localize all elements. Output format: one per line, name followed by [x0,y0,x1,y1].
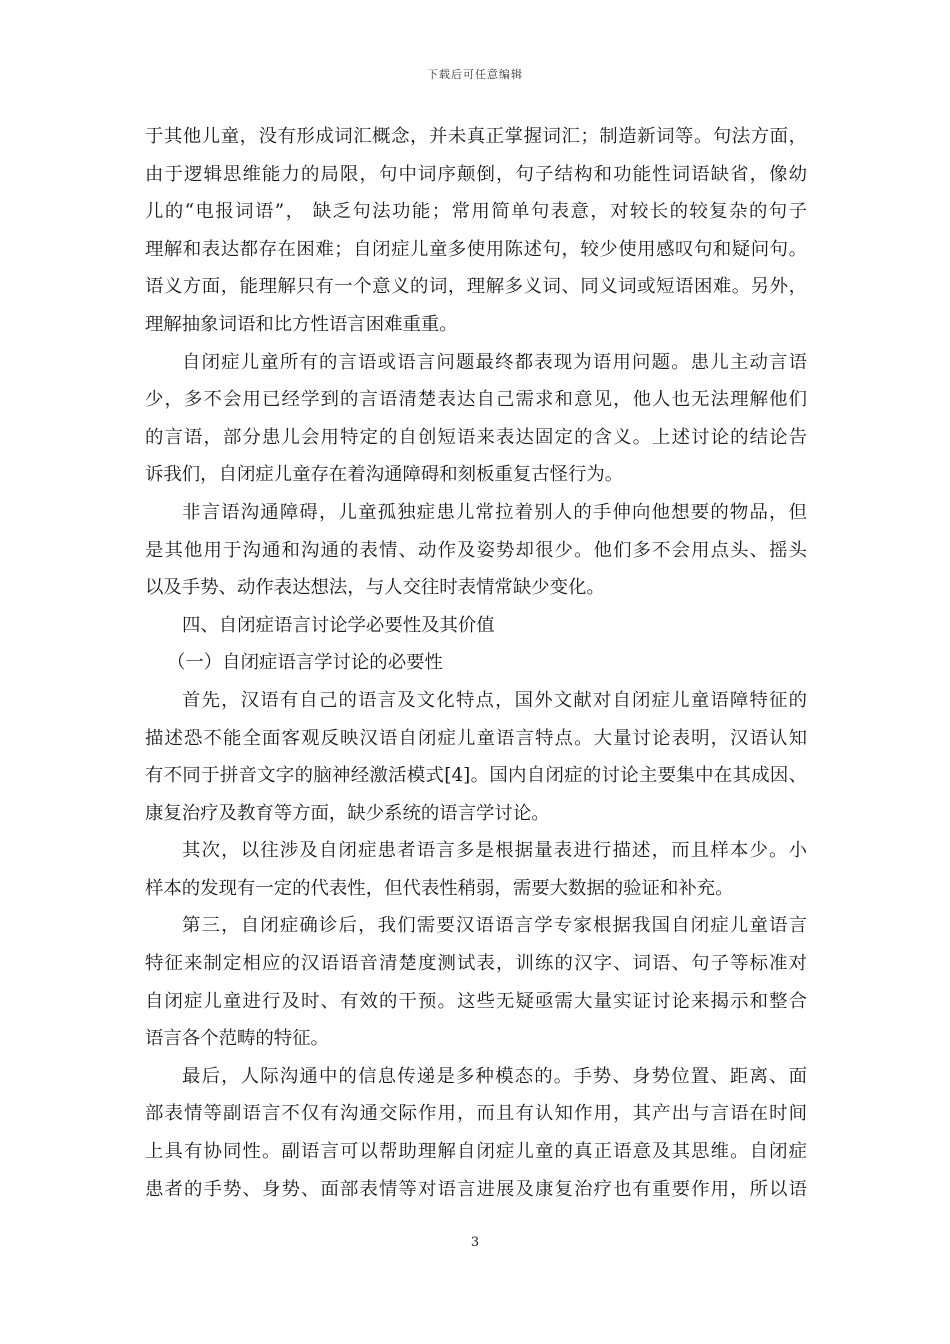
text-line: 语义方面，能理解只有一个意义的词，理解多义词、同义词或短语困难。另外， [145,276,807,298]
text-line: 理解抽象词语和比方性语言困难重重。 [145,313,458,335]
paragraph-first-line: 首先，汉语有自己的语言及文化特点，国外文献对自闭症儿童语障特征的 [182,689,807,711]
paragraph-first-line: 非言语沟通障碍，儿童孤独症患儿常拉着别人的手伸向他想要的物品，但 [182,501,807,523]
text-line: 特征来制定相应的汉语语音清楚度测试表，训练的汉字、词语、句子等标准对 [145,953,807,975]
text-line: 理解和表达都存在困难；自闭症儿童多使用陈述句，较少使用感叹句和疑问句。 [145,238,807,260]
text-line: 诉我们，自闭症儿童存在着沟通障碍和刻板重复古怪行为。 [145,464,624,486]
document-body [145,118,807,1208]
text-line: 儿的“电报词语”， 缺乏句法功能；常用简单句表意，对较长的较复杂的句子 [145,201,807,223]
paragraph-first-line: 自闭症儿童所有的言语或语言问题最终都表现为语用问题。患儿主动言语 [182,351,807,373]
page-number: 3 [470,1235,480,1250]
text-line: 语言各个范畴的特征。 [145,1028,329,1050]
text-line: 于其他儿童，没有形成词汇概念，并未真正掌握词汇；制造新词等。句法方面， [145,126,807,147]
page-header: 下载后可任意编辑 [427,68,523,81]
section-heading: 四、自闭症语言讨论学必要性及其价值 [182,614,495,636]
text-line: 少，多不会用已经学到的言语清楚表达自己需求和意见，他人也无法理解他们 [145,389,807,411]
text-line: 的言语，部分患儿会用特定的自创短语来表达固定的含义。上述讨论的结论告 [145,426,807,448]
paragraph-first-line: 第三，自闭症确诊后，我们需要汉语语言学专家根据我国自闭症儿童语言 [182,915,807,937]
text-line: 患者的手势、身势、面部表情等对语言进展及康复治疗也有重要作用，所以语 [145,1178,807,1200]
subsection-heading: （一）自闭症语言学讨论的必要性 [167,652,443,674]
text-line: 自闭症儿童进行及时、有效的干预。这些无疑亟需大量实证讨论来揭示和整合 [145,990,807,1012]
text-line: 部表情等副语言不仅有沟通交际作用，而且有认知作用，其产出与言语在时间 [145,1103,807,1125]
paragraph-first-line: 最后，人际沟通中的信息传递是多种模态的。手势、身势位置、距离、面 [182,1065,807,1087]
text-line: 描述恐不能全面客观反映汉语自闭症儿童语言特点。大量讨论表明，汉语认知 [145,727,807,749]
text-line: 由于逻辑思维能力的局限，句中词序颠倒，句子结构和功能性词语缺省，像幼 [145,163,807,185]
text-line: 康复治疗及教育等方面，缺少系统的语言学讨论。 [145,802,550,824]
paragraph-first-line: 其次，以往涉及自闭症患者语言多是根据量表进行描述，而且样本少。小 [182,840,807,862]
text-line: 是其他用于沟通和沟通的表情、动作及姿势却很少。他们多不会用点头、摇头 [145,539,807,561]
text-line: 上具有协同性。副语言可以帮助理解自闭症儿童的真正语意及其思维。自闭症 [145,1141,807,1163]
text-line: 以及手势、动作表达想法，与人交往时表情常缺少变化。 [145,577,605,599]
text-line: 样本的发现有一定的代表性，但代表性稍弱，需要大数据的验证和补充。 [145,877,734,899]
text-line: 有不同于拼音文字的脑神经激活模式[4]。国内自闭症的讨论主要集中在其成因、 [145,765,807,787]
